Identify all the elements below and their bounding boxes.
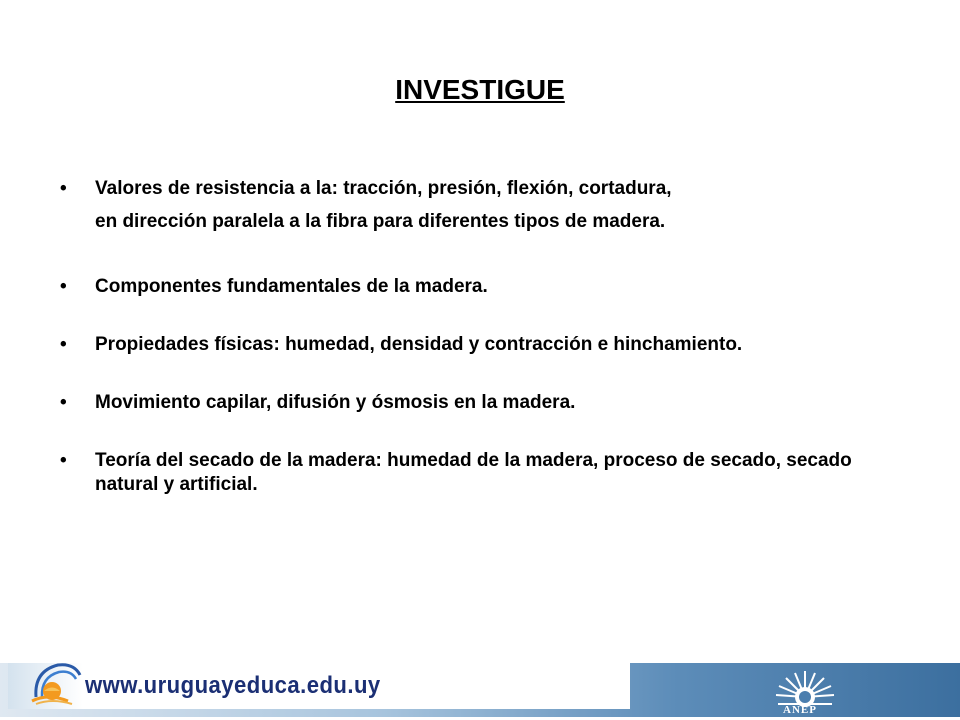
bullet-symbol: •	[60, 178, 67, 199]
site-url: www.uruguayeduca.edu.uy	[85, 672, 381, 699]
bullet-list	[60, 175, 920, 531]
bullet-symbol: •	[60, 276, 67, 297]
bullet-text: Teoría del secado de la madera: humedad de la madera, proceso de secado, secado natural y artificial.	[95, 450, 852, 495]
bullet-text: Propiedades físicas: humedad, densidad y contracción e hinchamiento.	[95, 334, 743, 355]
anep-sun-emblem-icon	[770, 667, 840, 707]
bullet-text: Valores de resistencia a la: tracción, presión, flexión, cortadura,	[95, 178, 672, 199]
bullet-symbol: •	[60, 334, 67, 355]
slide-title: INVESTIGUE	[395, 74, 565, 105]
bullet-item	[60, 333, 920, 357]
bullet-text: Movimiento capilar, difusión y ósmosis en la madera.	[95, 392, 576, 413]
bullet-item	[60, 275, 920, 299]
bullet-item	[60, 449, 920, 497]
bullet-symbol: •	[60, 392, 67, 413]
bullet-item	[60, 175, 920, 241]
bullet-text-continuation: en dirección paralela a la fibra para diferentes tipos de madera.	[95, 211, 666, 232]
bullet-text: Componentes fundamentales de la madera.	[95, 276, 488, 297]
bullet-symbol: •	[60, 450, 67, 471]
bullet-item	[60, 391, 920, 415]
org-name: ANEP	[783, 704, 817, 716]
uruguayeduca-sun-logo-icon	[28, 657, 83, 707]
footer-banner	[0, 655, 960, 720]
